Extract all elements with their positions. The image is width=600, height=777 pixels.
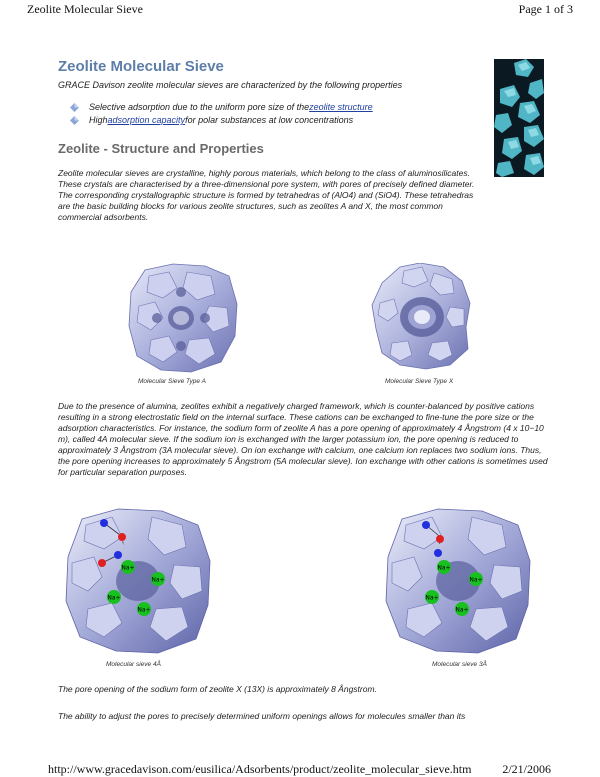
- bullet-text-after: for polar substances at low concentrations: [185, 115, 354, 125]
- sodium-ion-label: [151, 572, 165, 586]
- sodium-ion-label: [425, 590, 439, 604]
- bullet-text-before: High: [89, 115, 108, 125]
- sodium-ion-label: [469, 572, 483, 586]
- svg-text:Na+: Na+: [469, 576, 483, 584]
- oxygen-red-atom: [98, 559, 106, 567]
- oxygen-blue-atom: [422, 521, 430, 529]
- sieve-type-x-caption: Molecular Sieve Type X: [385, 378, 454, 385]
- oxygen-blue-atom: [114, 551, 122, 559]
- footer-date: 2/21/2006: [502, 762, 551, 776]
- molecular-sieve-4a-figure: [62, 505, 214, 657]
- bullet-text-before: Selective adsorption due to the uniform pore size of the: [89, 102, 310, 112]
- diamond-bullet-icon: [70, 116, 79, 125]
- sodium-ion-label: [437, 560, 451, 574]
- molecular-sieve-3a-caption: Molecular sieve 3Å: [432, 661, 487, 668]
- sodium-ion-label: [455, 602, 469, 616]
- oxygen-red-atom: [436, 535, 444, 543]
- oxygen-red-atom: [118, 533, 126, 541]
- svg-text:Na+: Na+: [455, 606, 469, 614]
- footer-url: http://www.gracedavison.com/eusilica/Adsorbents/product/zeolite_molecular_sieve.htm: [48, 762, 472, 776]
- sieve-type-x-figure: [370, 263, 476, 371]
- sodium-ion-label: [137, 602, 151, 616]
- intro-text: GRACE Davison zeolite molecular sieves are characterized by the following properties: [58, 80, 403, 90]
- sodium-ion-label: [107, 590, 121, 604]
- property-list: [70, 101, 373, 127]
- sieve-type-a-figure: [125, 262, 241, 374]
- list-item: [70, 114, 373, 127]
- svg-text:Na+: Na+: [107, 594, 121, 602]
- diamond-bullet-icon: [70, 103, 79, 112]
- crystal-photo-image: [494, 59, 544, 177]
- svg-text:Na+: Na+: [437, 564, 451, 572]
- svg-text:Na+: Na+: [121, 564, 135, 572]
- svg-text:Na+: Na+: [425, 594, 439, 602]
- svg-text:Na+: Na+: [151, 576, 165, 584]
- adsorption-capacity-link[interactable]: adsorption capacity: [107, 115, 186, 125]
- zeolite-structure-link[interactable]: zeolite structure: [309, 102, 373, 112]
- zeolite-crystal-photo: [494, 59, 544, 177]
- pore-adjustment-paragraph: The ability to adjust the pores to precisely determined uniform openings allows for molecules smaller than its: [58, 711, 466, 721]
- header-title: Zeolite Molecular Sieve: [27, 2, 143, 16]
- sieve-type-a-caption: Molecular Sieve Type A: [138, 378, 206, 385]
- molecular-sieve-4a-caption: Molecular sieve 4Å: [106, 661, 161, 668]
- section-title: Zeolite - Structure and Properties: [58, 141, 264, 156]
- header-page-number: Page 1 of 3: [518, 2, 573, 16]
- intro-paragraph: Zeolite molecular sieves are crystalline, highly porous materials, which belong to the class of aluminosilicates. These crystals are characterised by a three-dimensional pore system, with pores of precisely defined diameter. The corresponding crystallographic structure is formed by tetrahedras of (AlO4) and (SiO4). These tetrahedras are the basic building blocks for various zeolite structures, such as zeolites A and X, the most common commercial adsorbents.: [58, 168, 475, 222]
- oxygen-blue-atom: [100, 519, 108, 527]
- zeolite-x-paragraph: The pore opening of the sodium form of zeolite X (13X) is approximately 8 Ångstrom.: [58, 684, 377, 694]
- oxygen-blue-atom: [434, 549, 442, 557]
- svg-text:Na+: Na+: [137, 606, 151, 614]
- sodium-ion-label: [121, 560, 135, 574]
- page-title: Zeolite Molecular Sieve: [58, 58, 224, 75]
- list-item: [70, 101, 373, 114]
- cation-paragraph: Due to the presence of alumina, zeolites exhibit a negatively charged framework, which is counter-balanced by positive cations resulting in a strong electrostatic field on the internal surface. These cations can be exchanged to fine-tune the pore size or the adsorption characteristics. For instance, the sodium form of zeolite A has a pore opening of approximately 4 Ångstrom (4 x 10−10 m), called 4A molecular sieve. If the sodium ion is exchanged with the larger potassium ion, the pore opening is reduced to approximately 3 Ångstrom (3A molecular sieve). On ion exchange with calcium, one calcium ion replaces two sodium ions. Thus, the pore opening increases to approximately 5 Ångstrom (5A molecular sieve). Ion exchange with other cations is sometimes used for particular separation purposes.: [58, 401, 548, 477]
- molecular-sieve-3a-figure: [382, 505, 534, 657]
